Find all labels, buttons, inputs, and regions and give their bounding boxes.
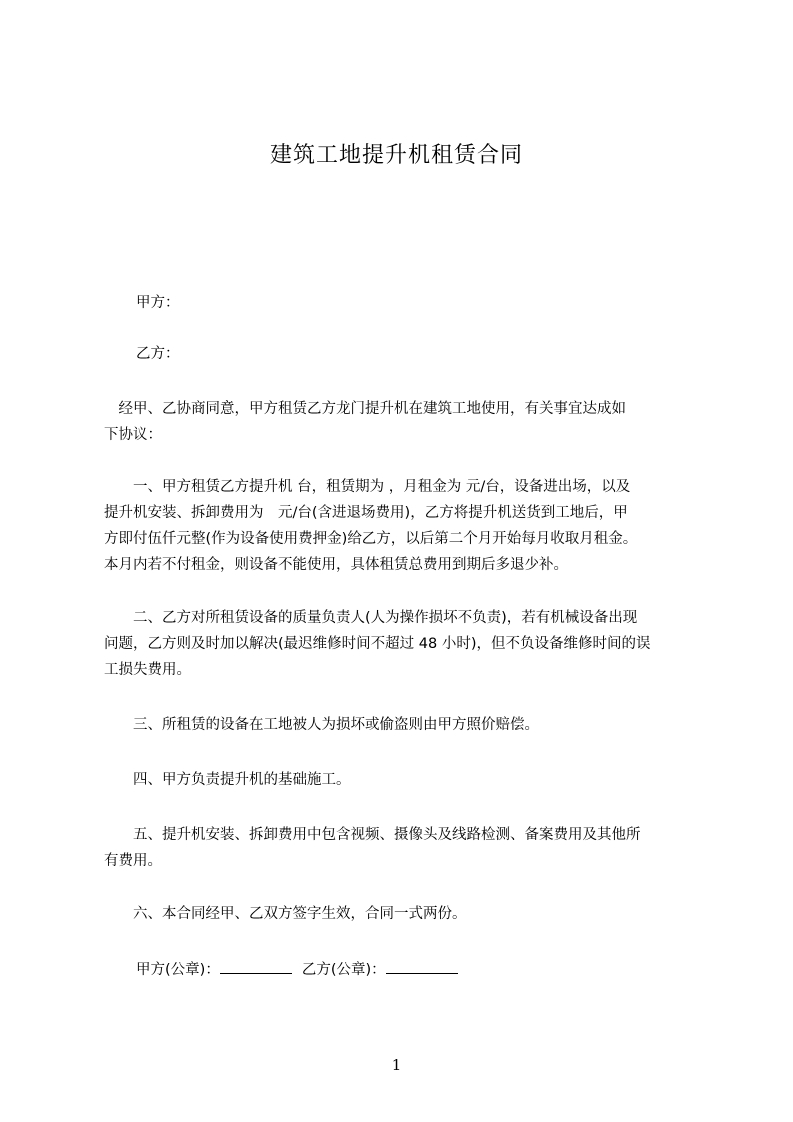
paragraph-line: 提升机安装、拆卸费用为 元/台(含进退场费用)，乙方将提升机送货到工地后，甲 (104, 505, 628, 521)
document-title: 建筑工地提升机租赁合同 (269, 143, 523, 168)
party-b-label: 乙方： (136, 346, 180, 362)
clause-4 (104, 767, 700, 793)
paragraph-line: 有费用。 (104, 853, 162, 869)
signature-party-b-label: 乙方(公章)： (301, 962, 386, 978)
paragraph-preamble (104, 396, 700, 448)
clause-1 (104, 474, 700, 578)
document-body (104, 290, 700, 990)
paragraph-line: 方即付伍仟元整(作为设备使用费押金)给乙方，以后第二个月开始每月收取月租金。 (104, 531, 638, 547)
party-a-label: 甲方： (136, 295, 180, 311)
paragraph-line: 工损失费用。 (104, 662, 191, 678)
clause-6 (104, 901, 700, 927)
paragraph-line: 本月内若不付租金，则设备不能使用，具体租赁总费用到期后多退少补。 (104, 557, 568, 573)
page-number: 1 (391, 1056, 402, 1074)
clause-5 (104, 822, 700, 874)
paragraph-line: 二、乙方对所租赁设备的质量负责人(人为操作损坏不负责)，若有机械设备出现 (104, 610, 638, 626)
signature-row (136, 957, 468, 983)
signature-party-a-line (220, 957, 292, 974)
paragraph-line: 五、提升机安装、拆卸费用中包含视频、摄像头及线路检测、备案费用及其他所 (104, 827, 641, 843)
signature-party-b-line (386, 957, 458, 974)
paragraph-line: 下协议： (104, 427, 162, 443)
paragraph-line: 一、甲方租赁乙方提升机 台，租赁期为 ，月租金为 元/台，设备进出场，以及 (104, 479, 631, 495)
signature-party-a-label: 甲方(公章)： (136, 962, 220, 978)
clause-3 (104, 712, 700, 738)
paragraph-line: 问题，乙方则及时加以解决(最迟维修时间不超过 48 小时)，但不负设备维修时间的误 (104, 636, 651, 652)
paragraph-line: 六、本合同经甲、乙双方签字生效，合同一式两份。 (104, 906, 467, 922)
paragraph-line: 经甲、乙协商同意，甲方租赁乙方龙门提升机在建筑工地使用，有关事宜达成如 (104, 401, 626, 417)
clause-2 (104, 605, 700, 683)
paragraph-line: 四、甲方负责提升机的基础施工。 (104, 772, 351, 788)
paragraph-line: 三、所租赁的设备在工地被人为损坏或偷盗则由甲方照价赔偿。 (104, 717, 539, 733)
